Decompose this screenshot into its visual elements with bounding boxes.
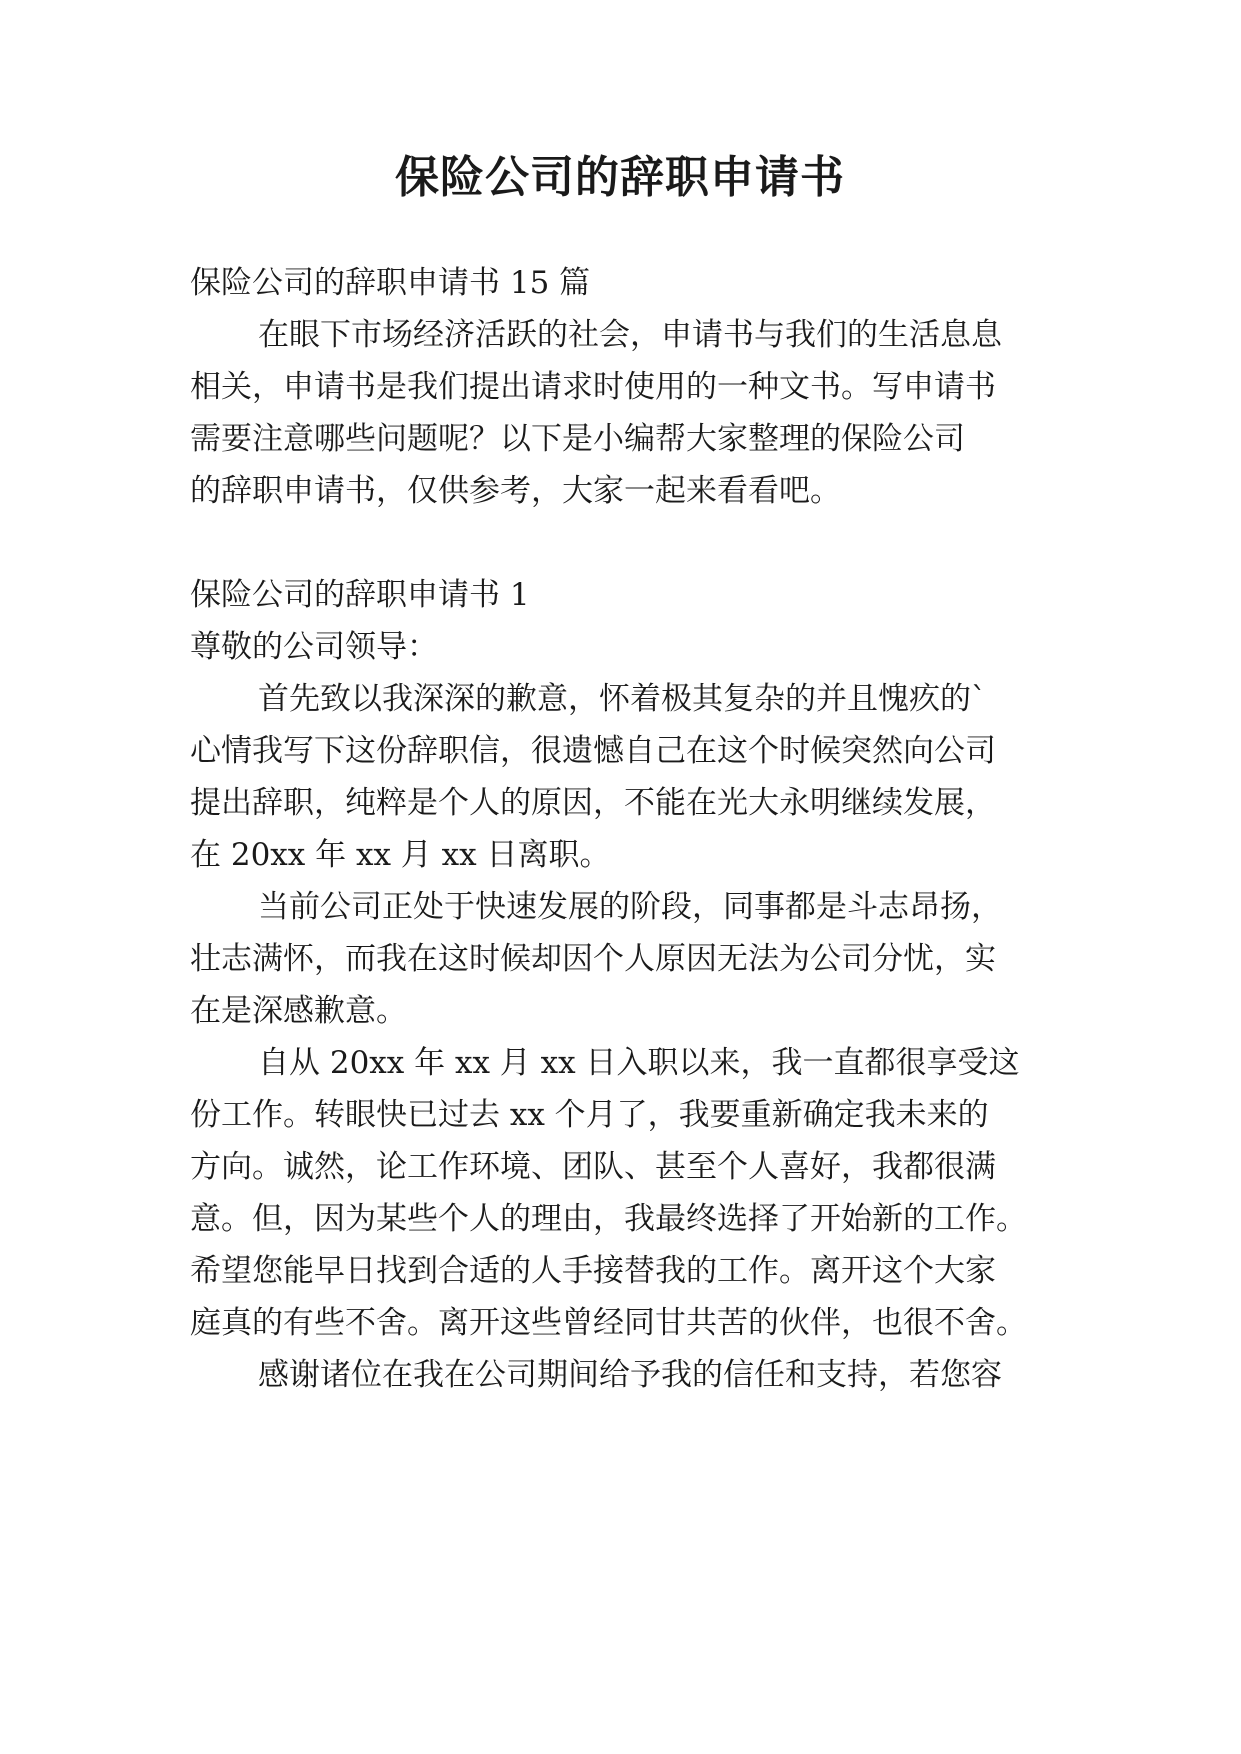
- paragraph-1-line: 提出辞职，纯粹是个人的原因，不能在光大永明继续发展，: [190, 785, 996, 821]
- paragraph-3-line: 方向。诚然，论工作环境、团队、甚至个人喜好，我都很满: [190, 1149, 996, 1185]
- salutation: 尊敬的公司领导：: [190, 629, 438, 665]
- paragraph-1-line: 首先致以我深深的歉意，怀着极其复杂的并且愧疚的`: [258, 681, 987, 717]
- paragraph-2-line: 在是深感歉意。: [190, 993, 407, 1029]
- intro-line: 需要注意哪些问题呢？以下是小编帮大家整理的保险公司: [190, 421, 965, 457]
- intro-line: 的辞职申请书，仅供参考，大家一起来看看吧。: [190, 473, 841, 509]
- paragraph-3-line: 希望您能早日找到合适的人手接替我的工作。离开这个大家: [190, 1253, 996, 1289]
- intro-line: 在眼下市场经济活跃的社会，申请书与我们的生活息息: [258, 317, 1002, 353]
- paragraph-3-line: 庭真的有些不舍。离开这些曾经同甘共苦的伙伴，也很不舍。: [190, 1305, 1027, 1341]
- document-title: 保险公司的辞职申请书: [395, 152, 845, 203]
- paragraph-3-line: 份工作。转眼快已过去 xx 个月了，我要重新确定我未来的: [190, 1097, 989, 1133]
- paragraph-3-line: 意。但，因为某些个人的理由，我最终选择了开始新的工作。: [190, 1201, 1027, 1237]
- paragraph-1-line: 心情我写下这份辞职信，很遗憾自己在这个时候突然向公司: [190, 733, 996, 769]
- paragraph-4-line: 感谢诸位在我在公司期间给予我的信任和支持，若您容: [258, 1357, 1002, 1393]
- paragraph-1-line: 在 20xx 年 xx 月 xx 日离职。: [190, 837, 611, 873]
- paragraph-2-line: 当前公司正处于快速发展的阶段，同事都是斗志昂扬，: [258, 889, 1002, 925]
- document-subtitle: 保险公司的辞职申请书 15 篇: [190, 265, 591, 301]
- intro-line: 相关，申请书是我们提出请求时使用的一种文书。写申请书: [190, 369, 996, 405]
- paragraph-2-line: 壮志满怀，而我在这时候却因个人原因无法为公司分忧，实: [190, 941, 996, 977]
- section-heading: 保险公司的辞职申请书 1: [190, 577, 530, 613]
- paragraph-3-line: 自从 20xx 年 xx 月 xx 日入职以来，我一直都很享受这: [258, 1045, 1020, 1081]
